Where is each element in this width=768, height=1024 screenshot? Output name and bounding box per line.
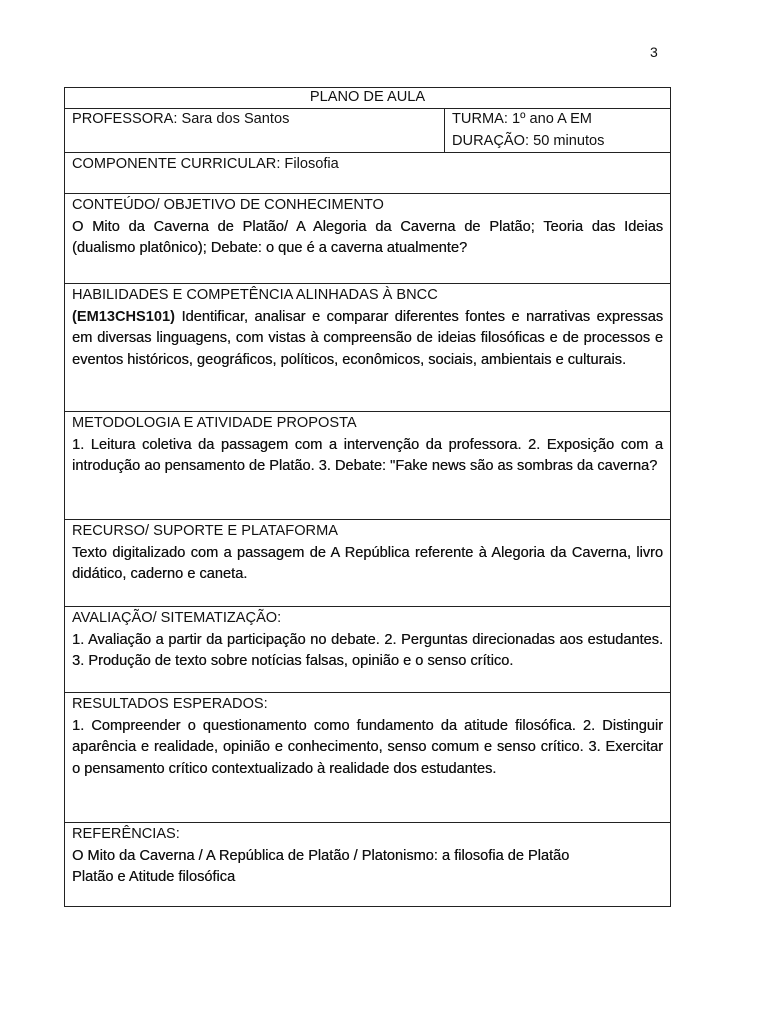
content-cell [65,194,671,284]
skills-cell [65,284,671,412]
lesson-plan-table [64,87,671,907]
references-cell [65,823,671,907]
curricular-component-cell [65,153,671,194]
expected-results-text: 1. Compreender o questionamento como fundamento da atitude filosófica. 2. Distinguir aparência e realidade, opinião e conhecimento, senso comum e senso crítico. 3. Exercitar o pensamento crítico contextualizado à realidade dos estudantes. [72,717,663,777]
methodology-cell [65,412,671,520]
expected-results-label: RESULTADOS ESPERADOS: [72,696,268,712]
page-number: 3 [650,44,658,60]
duration-label: DURAÇÃO: 50 minutos [452,132,605,149]
resources-label: RECURSO/ SUPORTE E PLATAFORMA [72,523,338,539]
references-line-2: Platão e Atitude filosófica [72,869,236,885]
skills-code: (EM13CHS101) [72,308,176,325]
class-info-cell [445,109,671,153]
content-label: CONTEÚDO/ OBJETIVO DE CONHECIMENTO [72,197,384,213]
references-label: REFERÊNCIAS: [72,826,180,842]
expected-results-cell [65,693,671,823]
skills-label: HABILIDADES E COMPETÊNCIA ALINHADAS À BNCC [72,287,438,303]
skills-text: Identificar, analisar e comparar diferentes fontes e narrativas expressas em diversas linguagens, com vistas à compreensão de ideias filosóficas e de processos e eventos históricos, geográficos, políticos, econômicos, sociais, ambientais e culturais. [72,308,663,368]
methodology-label: METODOLOGIA E ATIVIDADE PROPOSTA [72,415,357,431]
teacher-label: PROFESSORA: Sara dos Santos [72,111,290,127]
evaluation-label: AVALIAÇÃO/ SITEMATIZAÇÃO: [72,610,282,626]
resources-cell [65,520,671,607]
references-line-1: O Mito da Caverna / A República de Platão / Platonismo: a filosofia de Platão [72,847,570,864]
resources-text: Texto digitalizado com a passagem de A República referente à Alegoria da Caverna, livro didático, caderno e caneta. [72,544,663,582]
methodology-text: 1. Leitura coletiva da passagem com a intervenção da professora. 2. Exposição com a introdução ao pensamento de Platão. 3. Debate: "Fake news são as sombras da caverna? [72,436,663,474]
evaluation-cell [65,607,671,693]
teacher-cell [65,109,445,153]
table-title: PLANO DE AULA [65,88,671,109]
skills-text-block [72,307,663,372]
curricular-component-label: COMPONENTE CURRICULAR: Filosofia [72,156,339,172]
content-text: O Mito da Caverna de Platão/ A Alegoria da Caverna de Platão; Teoria das Ideias (dualismo platônico); Debate: o que é a caverna atualmente? [72,218,663,256]
evaluation-text: 1. Avaliação a partir da participação no debate. 2. Perguntas direcionadas aos estudantes. 3. Produção de texto sobre notícias falsas, opinião e o senso crítico. [72,631,663,669]
class-label: TURMA: 1º ano A EM [452,111,592,127]
